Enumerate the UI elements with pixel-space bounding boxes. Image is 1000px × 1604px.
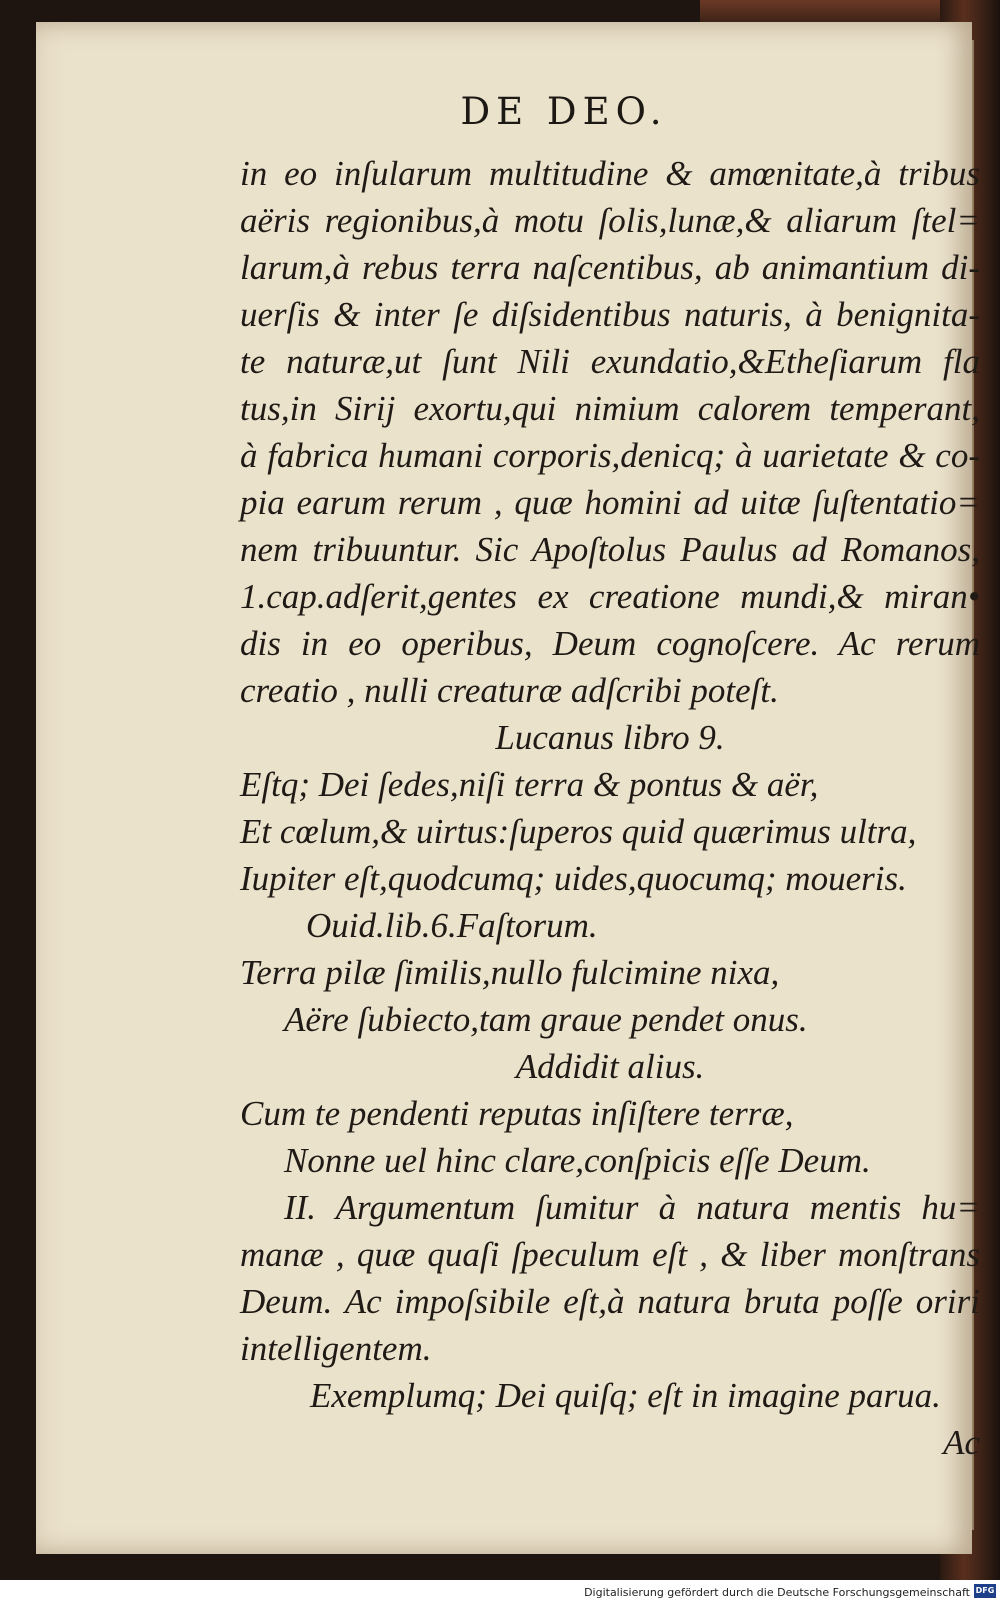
text-line: Aëre ſubiecto,tam graue pendet onus. <box>284 1000 808 1039</box>
text-line: nem tribuuntur. Sic Apoſtolus Paulus ad Romanos, <box>240 530 980 569</box>
footer-bar <box>0 1580 1000 1604</box>
footer-credit: Digitalisierung gefördert durch die Deutsche Forschungsgemeinschaft <box>584 1586 970 1599</box>
text-line: te naturæ,ut ſunt Nili exundatio,&Etheſiarum fla <box>240 342 980 381</box>
dfg-logo: DFG <box>974 1584 996 1598</box>
text-line: Nonne uel hinc clare,conſpicis eſſe Deum. <box>284 1141 871 1180</box>
text-line: in eo inſularum multitudine & amœnitate,à tribus <box>240 154 980 193</box>
text-line: manæ , quæ quaſi ſpeculum eſt , & liber monſtrans <box>240 1235 980 1274</box>
text-line: Ac <box>943 1423 980 1462</box>
text-line: dis in eo operibus, Deum cognoſcere. Ac rerum <box>240 624 980 663</box>
text-line: II. Argumentum ſumitur à natura mentis hu= <box>284 1188 980 1227</box>
text-line: Terra pilæ ſimilis,nullo fulcimine nixa, <box>240 953 780 992</box>
text-line: Eſtq; Dei ſedes,niſi terra & pontus & aër, <box>240 765 819 804</box>
book-page <box>36 22 980 1554</box>
page-body <box>240 150 980 1466</box>
text-line: larum,à rebus terra naſcentibus, ab animantium di- <box>240 248 980 287</box>
text-line: à fabrica humani corporis,denicq; à uarietate & co- <box>240 436 980 475</box>
text-line: uerſis & inter ſe diſsidentibus naturis, à benignita- <box>240 295 980 334</box>
text-line: tus,in Sirij exortu,qui nimium calorem temperant, <box>240 389 980 428</box>
text-line: Lucanus libro 9. <box>495 718 725 757</box>
text-line: 1.cap.adſerit,gentes ex creatione mundi,& miran• <box>240 577 980 616</box>
text-line: Ouid.lib.6.Faſtorum. <box>306 906 598 945</box>
text-line: Et cœlum,& uirtus:ſuperos quid quærimus ultra, <box>240 812 917 851</box>
running-header: DE DEO. <box>460 90 668 133</box>
text-line: Iupiter eſt,quodcumq; uides,quocumq; moueris. <box>240 859 907 898</box>
text-line: creatio , nulli creaturæ adſcribi poteſt. <box>240 671 779 710</box>
text-line: Deum. Ac impoſsibile eſt,à natura bruta poſſe oriri <box>240 1282 980 1321</box>
text-line: Exemplumq; Dei quiſq; eſt in imagine parua. <box>310 1376 941 1415</box>
text-line: Cum te pendenti reputas inſiſtere terræ, <box>240 1094 794 1133</box>
text-line: pia earum rerum , quæ homini ad uitæ ſuſtentatio= <box>240 483 980 522</box>
text-line: Addidit alius. <box>515 1047 705 1086</box>
text-line: intelligentem. <box>240 1329 432 1368</box>
text-line: aëris regionibus,à motu ſolis,lunæ,& aliarum ſtel= <box>240 201 980 240</box>
